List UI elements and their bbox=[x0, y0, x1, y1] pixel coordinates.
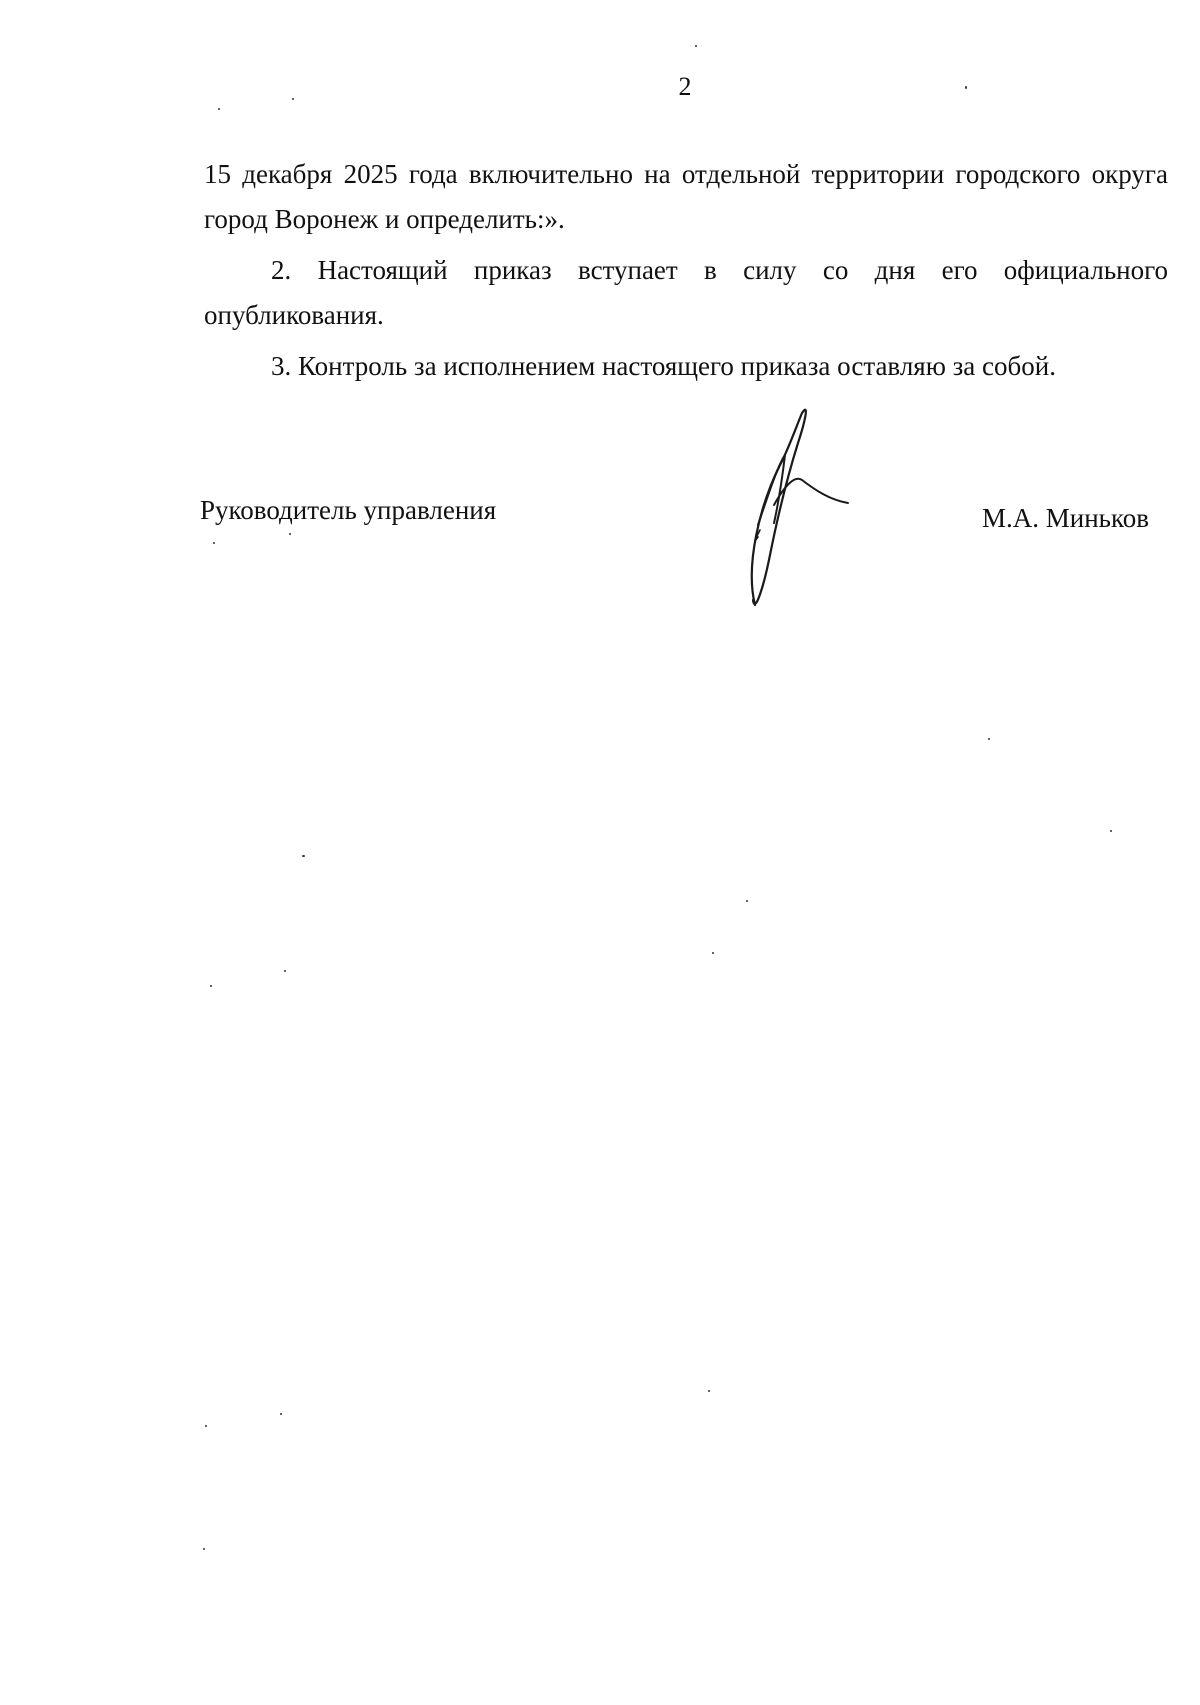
scan-speck bbox=[210, 985, 212, 987]
signatory-name: М.А. Миньков bbox=[982, 503, 1149, 533]
scan-speck bbox=[289, 533, 291, 535]
scan-speck bbox=[205, 1425, 207, 1427]
paragraph-continuation: 15 декабря 2025 года включительно на отдельной территории городского округа город Воронеж и определить:». bbox=[204, 159, 1168, 234]
scan-speck bbox=[280, 1413, 282, 1415]
scan-speck bbox=[218, 108, 220, 110]
scan-speck bbox=[965, 86, 967, 89]
scan-speck bbox=[695, 45, 697, 47]
scan-speck bbox=[712, 952, 714, 954]
scan-speck bbox=[1110, 830, 1112, 832]
paragraph-effective-date: 2. Настоящий приказ вступает в силу со дня его официального опубликования. bbox=[204, 255, 1168, 330]
scan-speck bbox=[746, 900, 748, 902]
scan-speck bbox=[292, 98, 294, 100]
page-number: 2 bbox=[678, 72, 692, 101]
paragraph-control: 3. Контроль за исполнением настоящего приказа оставляю за собой. bbox=[271, 351, 1056, 381]
scan-speck bbox=[708, 1390, 710, 1392]
scan-speck bbox=[302, 855, 305, 857]
scan-speck bbox=[213, 542, 215, 544]
scan-speck bbox=[203, 1548, 205, 1550]
scan-speck bbox=[284, 970, 286, 972]
scan-speck bbox=[988, 738, 990, 740]
signatory-position: Руководитель управления bbox=[200, 495, 497, 525]
handwritten-signature bbox=[740, 405, 860, 620]
